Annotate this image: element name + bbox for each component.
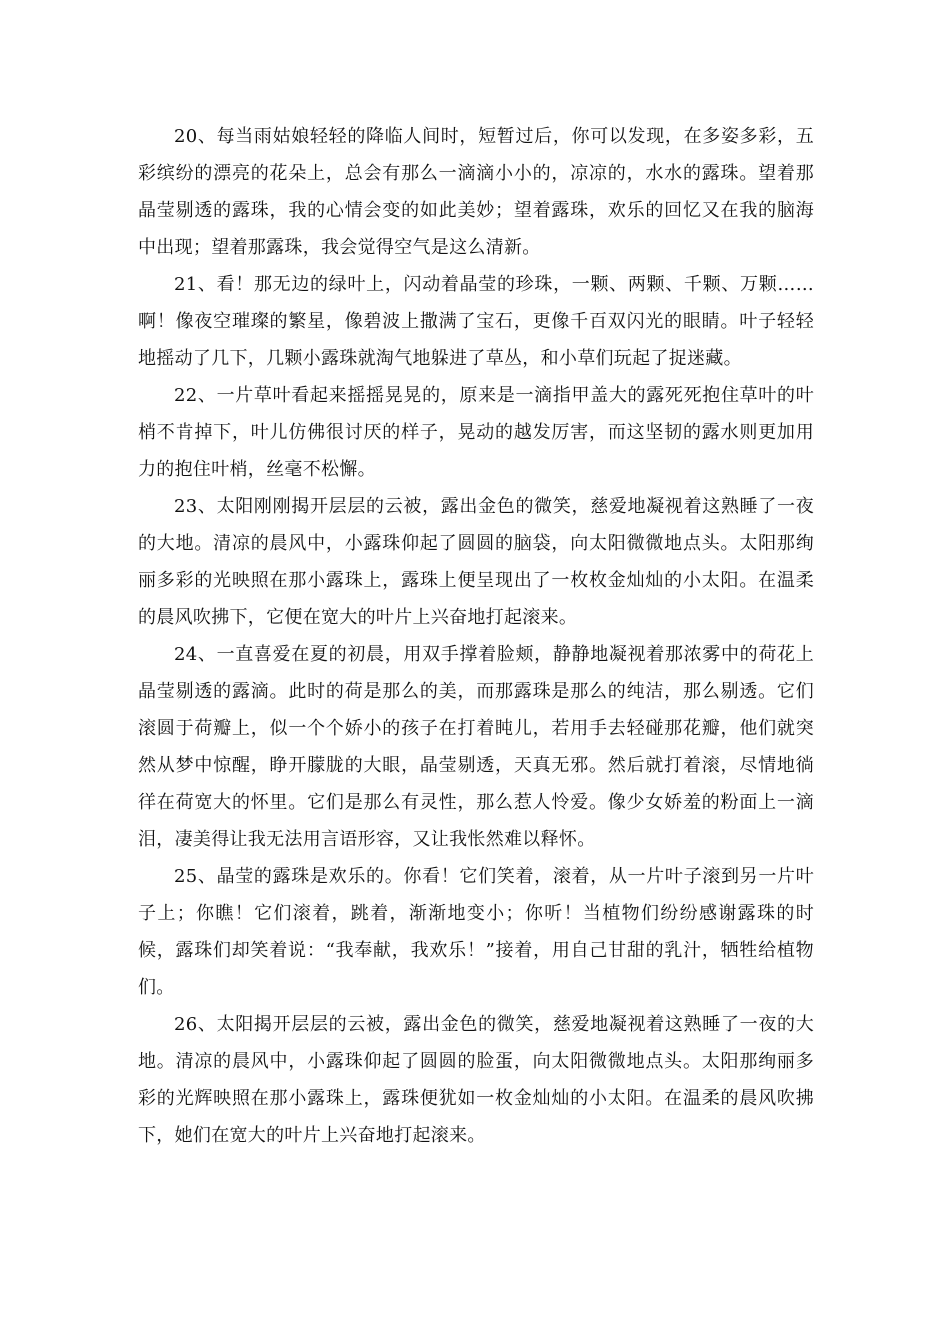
paragraph-24: 24、一直喜爱在夏的初晨，用双手撑着脸颊，静静地凝视着那浓雾中的荷花上晶莹剔透的露滴。此时的荷是那么的美，而那露珠是那么的纯洁，那么剔透。它们滚圆于荷瓣上，似一个个娇小的孩子在打着盹儿，若用手去轻碰那花瓣，他们就突然从梦中惊醒，睁开朦胧的大眼，晶莹剔透，天真无邪。然后就打着滚，尽情地徜徉在荷宽大的怀里。它们是那么有灵性，那么惹人怜爱。像少女娇羞的粉面上一滴泪，凄美得让我无法用言语形容，又让我怅然难以释怀。 — [138, 644, 814, 850]
paragraph-22: 22、一片草叶看起来摇摇晃晃的，原来是一滴指甲盖大的露死死抱住草叶的叶梢不肯掉下，叶儿仿佛很讨厌的样子，晃动的越发厉害，而这坚韧的露水则更加用力的抱住叶梢，丝毫不松懈。 — [138, 385, 814, 480]
paragraph-25: 25、晶莹的露珠是欢乐的。你看！它们笑着，滚着，从一片叶子滚到另一片叶子上；你瞧！它们滚着，跳着，渐渐地变小；你听！当植物们纷纷感谢露珠的时候，露珠们却笑着说：“我奉献，我欢乐！”接着，用自己甘甜的乳汁，牺牲给植物们。 — [138, 866, 814, 998]
document-body — [138, 118, 814, 1154]
paragraph-21: 21、看！那无边的绿叶上，闪动着晶莹的珍珠，一颗、两颗、千颗、万颗……啊！像夜空璀璨的繁星，像碧波上撒满了宝石，更像千百双闪光的眼睛。叶子轻轻地摇动了几下，几颗小露珠就淘气地躲进了草丛，和小草们玩起了捉迷藏。 — [138, 274, 814, 369]
paragraph-23: 23、太阳刚刚揭开层层的云被，露出金色的微笑，慈爱地凝视着这熟睡了一夜的大地。清凉的晨风中，小露珠仰起了圆圆的脑袋，向太阳微微地点头。太阳那绚丽多彩的光映照在那小露珠上，露珠上便呈现出了一枚枚金灿灿的小太阳。在温柔的晨风吹拂下，它便在宽大的叶片上兴奋地打起滚来。 — [138, 496, 814, 628]
paragraph-26: 26、太阳揭开层层的云被，露出金色的微笑，慈爱地凝视着这熟睡了一夜的大地。清凉的晨风中，小露珠仰起了圆圆的脸蛋，向太阳微微地点头。太阳那绚丽多彩的光辉映照在那小露珠上，露珠便犹如一枚金灿灿的小太阳。在温柔的晨风吹拂下，她们在宽大的叶片上兴奋地打起滚来。 — [138, 1014, 814, 1146]
paragraph-20: 20、每当雨姑娘轻轻的降临人间时，短暂过后，你可以发现，在多姿多彩，五彩缤纷的漂亮的花朵上，总会有那么一滴滴小小的，凉凉的，水水的露珠。望着那晶莹剔透的露珠，我的心情会变的如此美妙；望着露珠，欢乐的回忆又在我的脑海中出现；望着那露珠，我会觉得空气是这么清新。 — [138, 126, 814, 258]
